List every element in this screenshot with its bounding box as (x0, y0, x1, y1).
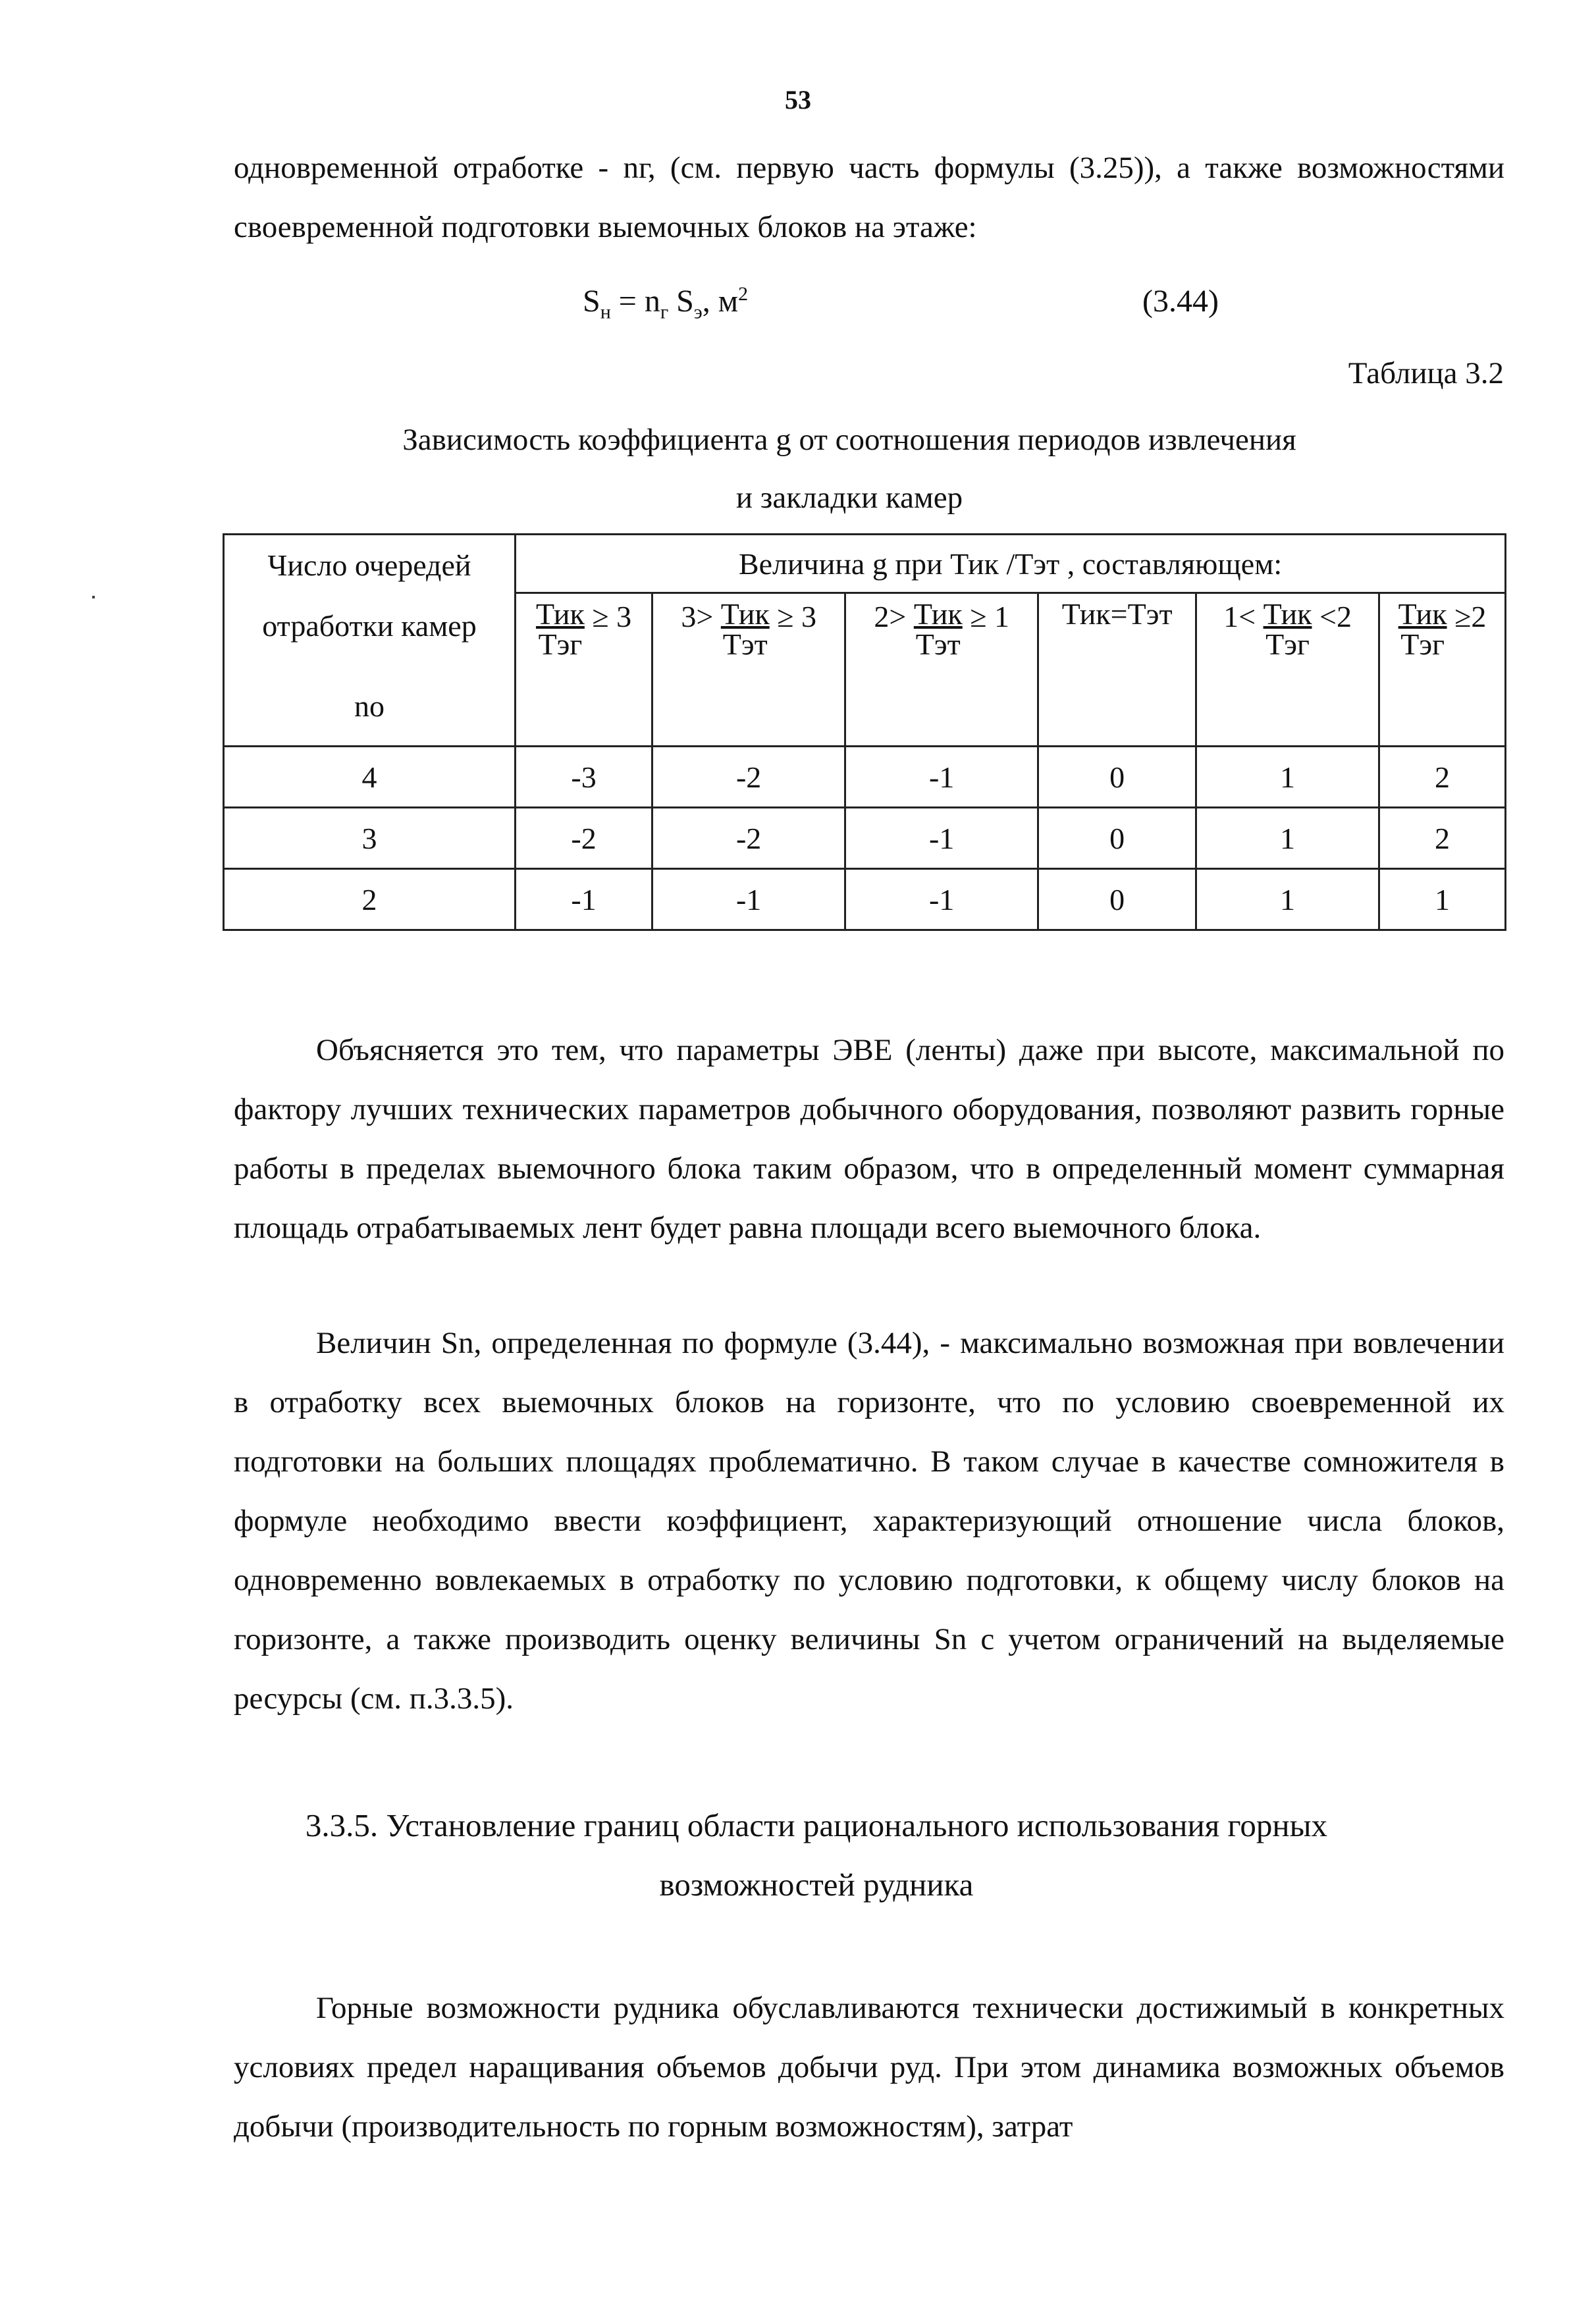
margin-dot (92, 596, 95, 598)
subheader-operator: <2 (1312, 600, 1352, 633)
subheader-fraction (1264, 599, 1312, 660)
subheader-fraction (914, 599, 963, 660)
fraction-denominator: Тэг (1400, 627, 1445, 661)
subheader-fraction (721, 599, 770, 660)
table-row (224, 747, 1506, 808)
fraction-numerator: Тик (720, 597, 770, 631)
subheader-prefix: 3> (681, 600, 721, 633)
table-cell: 2 (1379, 808, 1505, 869)
formula-3-44 (583, 283, 748, 324)
row-queue-count: 3 (224, 808, 516, 869)
subheader-cell (1196, 593, 1379, 747)
table-cell: -1 (845, 869, 1038, 930)
table-cell: 0 (1038, 808, 1196, 869)
subheader-cell (1379, 593, 1505, 747)
subheader-prefix: 1< (1223, 600, 1264, 633)
fraction-numerator: Тик (913, 597, 963, 631)
table-cell: -2 (516, 808, 652, 869)
fraction-numerator: Тик (1263, 597, 1312, 631)
table-cell: -2 (652, 747, 845, 808)
table-cell: -1 (845, 808, 1038, 869)
table-cell: 1 (1196, 869, 1379, 930)
table-body (224, 747, 1506, 930)
formula-unit-sup: 2 (738, 283, 749, 305)
formula-lhs: S (583, 284, 600, 319)
table-cell: 1 (1379, 869, 1505, 930)
table-cell: 0 (1038, 747, 1196, 808)
coefficient-table (223, 533, 1506, 931)
table-cell: -1 (845, 747, 1038, 808)
table-cell: -3 (516, 747, 652, 808)
subheader-operator: ≥ 1 (962, 600, 1009, 633)
subheader-prefix: 2> (874, 600, 914, 633)
table-caption-line1: Зависимость коэффициента g от соотношения периодов извлечения (402, 423, 1296, 457)
paragraph-3: Горные возможности рудника обуславливаются технически достижимый в конкретных условиях предел наращивания объемов добычи руд. При этом динамика возможных объемов добычи (производительность по горным возможностям), затрат (234, 1991, 1504, 2144)
head-left-cell (224, 535, 516, 747)
row-queue-count: 4 (224, 747, 516, 808)
head-left-line2: отработки камер (262, 609, 477, 643)
formula-n-sub: г (660, 301, 669, 323)
formula-unit: , м (702, 284, 739, 319)
formula-s: S (668, 284, 694, 319)
head-left-line3: nо (354, 689, 385, 723)
table-cell: 1 (1196, 808, 1379, 869)
row-queue-count: 2 (224, 869, 516, 930)
table-label: Таблица 3.2 (1348, 356, 1504, 390)
table-caption-line2: и закладки камер (735, 481, 963, 515)
fraction-denominator: Тэт (915, 627, 961, 661)
subheader-fraction (1398, 599, 1447, 660)
subheader-cell (1038, 593, 1196, 747)
section-heading-line2: возможностей рудника (659, 1866, 974, 1903)
subheader-operator: ≥ 3 (769, 600, 816, 633)
table-cell: 2 (1379, 747, 1505, 808)
table-cell: 0 (1038, 869, 1196, 930)
subheader-cell (652, 593, 845, 747)
group-header: Величина g при Тик /Тэт , составляющем: (516, 535, 1506, 593)
fraction-numerator: Тик (535, 597, 585, 631)
subheader-cell (845, 593, 1038, 747)
page-number: 53 (785, 85, 811, 115)
table-row (224, 808, 1506, 869)
fraction-numerator: Тик=Тэт (1061, 597, 1173, 631)
fraction-denominator: Тэт (722, 627, 768, 661)
formula-eq: = n (610, 284, 660, 319)
subheader-fraction (536, 599, 585, 660)
table-row (224, 869, 1506, 930)
subheader-fraction (1062, 599, 1173, 629)
table-cell: -2 (652, 808, 845, 869)
table-cell: -1 (652, 869, 845, 930)
table-cell: 1 (1196, 747, 1379, 808)
table-cell: -1 (516, 869, 652, 930)
formula-lhs-sub: н (600, 301, 611, 323)
section-heading-line1: 3.3.5. Установление границ области рационального использования горных (305, 1807, 1328, 1843)
paragraph-1: Объясняется это тем, что параметры ЭВЕ (ленты) даже при высоте, максимальной по фактору лучших технических параметров добычного оборудования, позволяют развить горные работы в пределах выемочного блока таким образом, что в определенный момент суммарная площадь отрабатываемых лент будет равна площади всего выемочного блока. (234, 1033, 1504, 1245)
intro-paragraph: одновременной отработке - nг, (см. первую часть формулы (3.25)), а также возможностями своевременной подготовки выемочных блоков на этаже: (234, 151, 1504, 244)
fraction-denominator: Тэг (538, 627, 583, 661)
formula-s-sub: э (693, 301, 703, 323)
fraction-numerator: Тик (1398, 597, 1447, 631)
subheader-operator: ≥ 3 (584, 600, 632, 633)
fraction-denominator: Тэг (1265, 627, 1310, 661)
subheader-operator: ≥2 (1447, 600, 1487, 633)
formula-number: (3.44) (1142, 284, 1219, 319)
paragraph-2: Величин Sn, определенная по формуле (3.44), - максимально возможная при вовлечении в отработку всех выемочных блоков на горизонте, что по условию своевременной их подготовки на больших площадях проблематично. В таком случае в качестве сомножителя в формуле необходимо ввести коэффициент, характеризующий отношение числа блоков, одновременно вовлекаемых в отработку по условию подготовки, к общему числу блоков на горизонте, а также производить оценку величины Sn с учетом ограничений на выделяемые ресурсы (см. п.3.3.5). (234, 1326, 1504, 1716)
subheader-cell (516, 593, 652, 747)
head-left-line1: Число очередей (267, 548, 471, 582)
